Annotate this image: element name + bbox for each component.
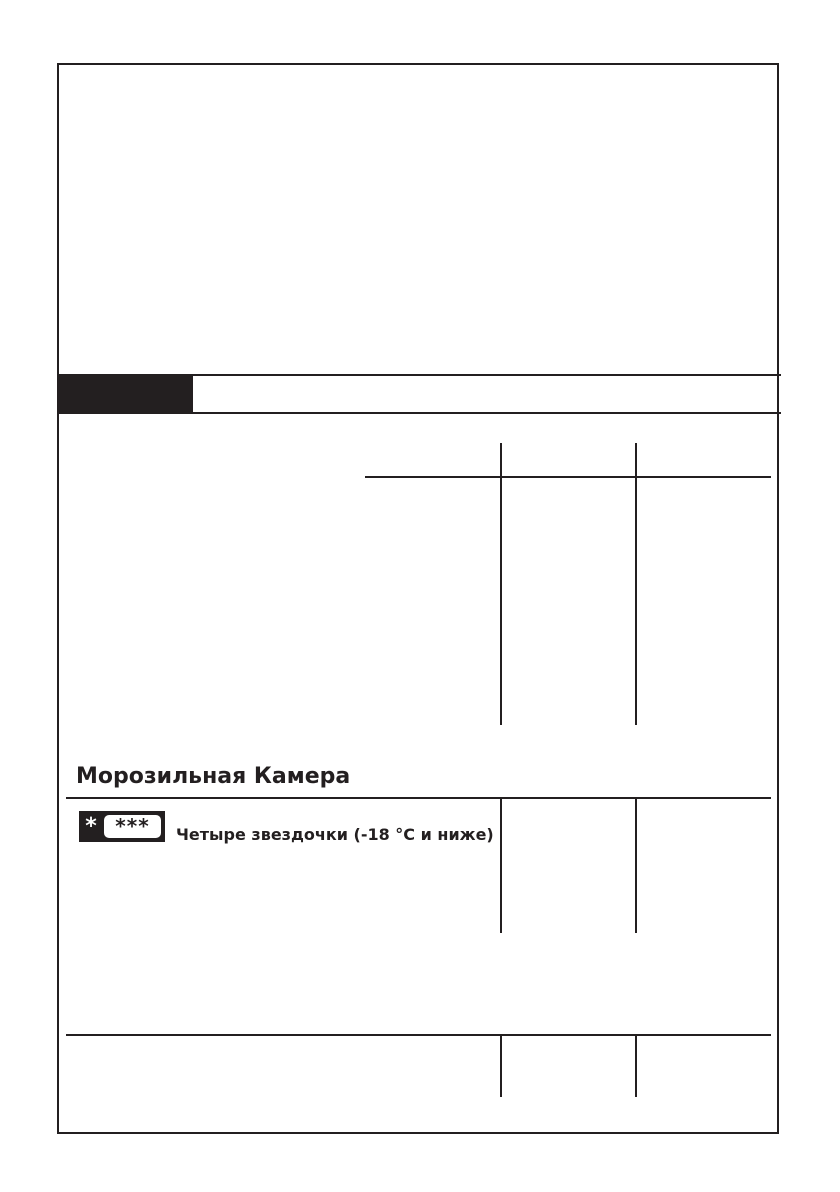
triple-star-icon: *** [104,815,161,838]
single-star-icon: * [85,814,97,839]
freezer-section-title: Морозильная Камера [76,764,351,789]
table-header-rule [365,476,771,478]
freezer-column-divider-1 [500,797,502,933]
table-column-divider-2 [635,443,637,725]
page-frame [57,63,779,1134]
bottom-column-divider-2 [635,1034,637,1097]
four-star-rating-label: Четыре звездочки (-18 °C и ниже) [176,825,494,844]
bottom-column-divider-1 [500,1034,502,1097]
table-column-divider-1 [500,443,502,725]
bottom-table-rule [66,1034,771,1036]
section-tab-marker [57,375,193,413]
header-band-bottom-rule [57,412,781,414]
freezer-section-rule [66,797,771,799]
freezer-column-divider-2 [635,797,637,933]
four-star-freezer-icon [79,811,165,842]
